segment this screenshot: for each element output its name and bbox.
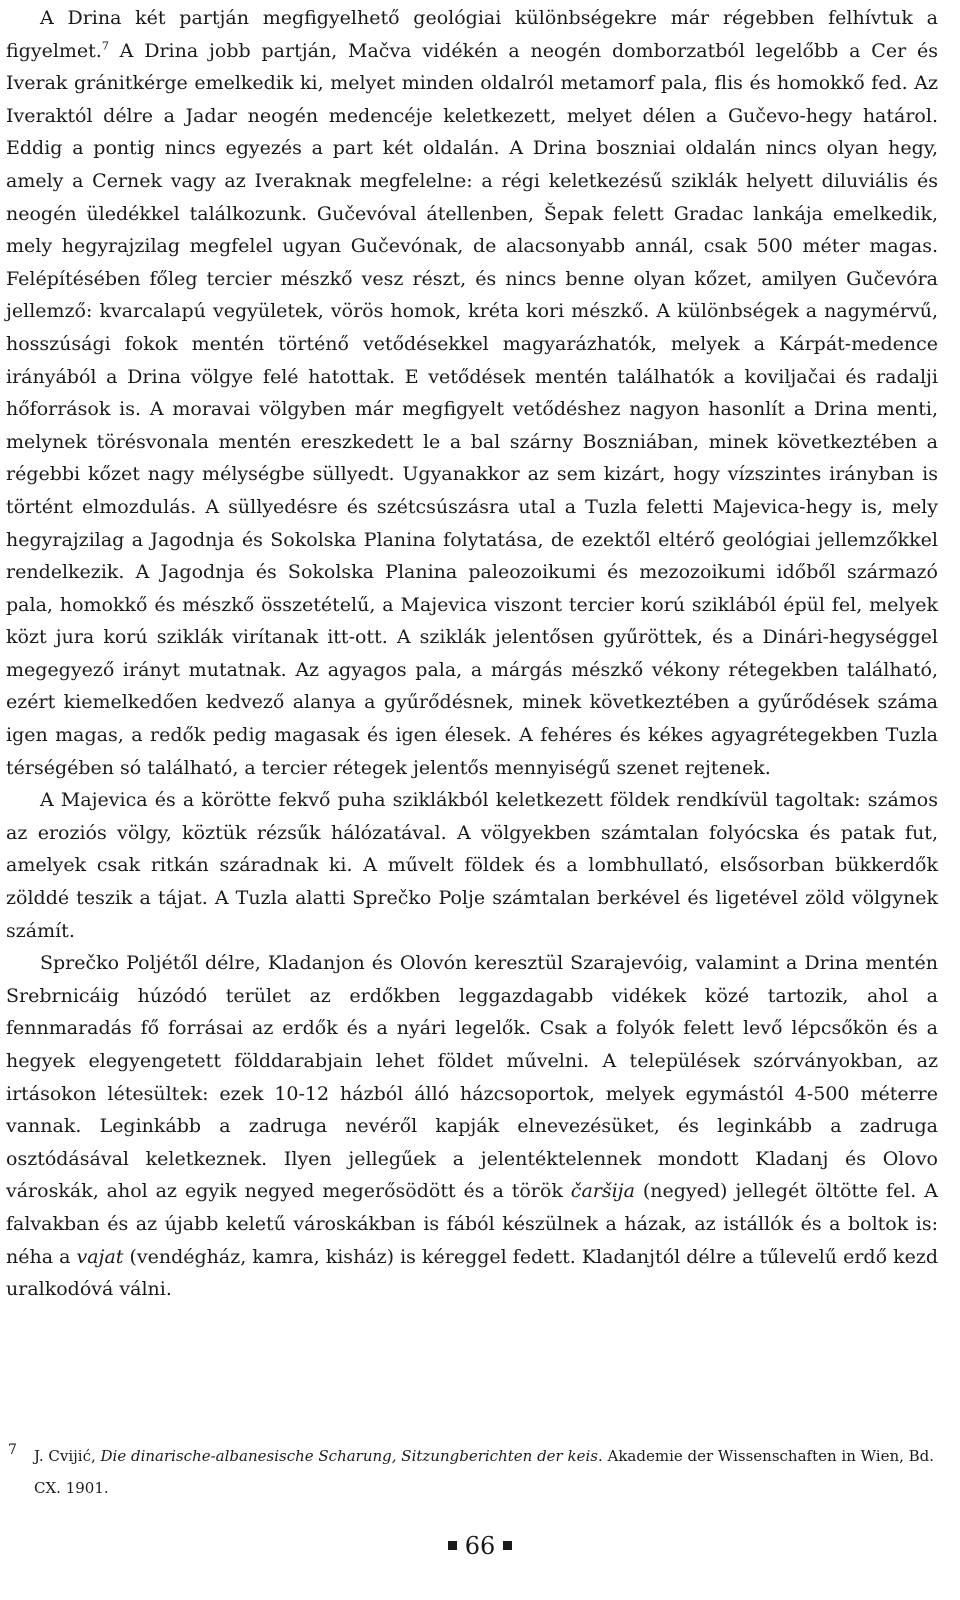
page-number-footer <box>0 1532 960 1560</box>
paragraph-3-part-a: Sprečko Poljétől délre, Kladanjon és Olovón keresztül Szarajevóig, valamint a Drina mentén Srebrnicáig húzódó terület az erdőkben leggazdagabb vidékek közé tartozik, ahol a fennmaradás fő forrásai az erdők és a nyári legelők. Csak a folyók felett levő lépcsőkön és a hegyek elegyengetett földdarabjain lehet földet művelni. A települések szórványokban, az irtásokon létesültek: ezek 10-12 házból álló házcsoportok, melyek egymástól 4-500 méterre vannak. Leginkább a zadruga nevéről kapják elnevezésüket, és leginkább a zadruga osztódásával keletkeznek. Ilyen jellegűek a jelentéktelennek mondott Kladanj és Olovo városkák, ahol az egyik negyed megerősödött és a török <box>6 952 938 1203</box>
paragraph-3-part-b: (negyed) jellegét öltötte fel. A falvakban és az újabb keletű városkákban is fából készülnek a házak, az istállók és a boltok is: néha a <box>6 1180 938 1268</box>
square-bullet-icon <box>503 1541 512 1550</box>
paragraph-3 <box>6 947 938 1306</box>
page-number: 66 <box>464 1532 496 1560</box>
paragraph-1 <box>6 2 938 784</box>
footnote-text <box>34 1440 938 1504</box>
paragraph-1-start: A Drina két partján megfigyelhető geológiai különbségekre már régebben felhívtuk a figyelmet. <box>6 7 938 62</box>
body-text <box>6 2 938 1306</box>
footnote-title: Die dinarische-albanesische Scharung, Sitzungberichten der keis <box>100 1447 598 1465</box>
paragraph-2: A Majevica és a körötte fekvő puha sziklákból keletkezett földek rendkívül tagoltak: számos az eroziós völgy, köztük rézsűk hálózatával. A völgyekben számtalan folyócska és patak fut, amelyek csak ritkán száradnak ki. A művelt földek és a lombhullató, elsősorban bükkerdők zölddé teszik a tájat. A Tuzla alatti Sprečko Polje számtalan berkével és ligetével zöld völgynek számít. <box>6 789 938 942</box>
square-bullet-icon <box>448 1541 457 1550</box>
footnote <box>6 1440 938 1504</box>
paragraph-3-part-c: (vendégház, kamra, kisház) is kéreggel fedett. Kladanjtól délre a tűlevelű erdő kezd uralkodóvá válni. <box>6 1245 938 1301</box>
term-carsija: čaršija <box>570 1180 635 1203</box>
term-vajat: vajat <box>76 1245 124 1268</box>
footnote-number: 7 <box>8 1442 17 1458</box>
paragraph-1-rest: A Drina jobb partján, Mačva vidékén a neogén domborzatból legelőbb a Cer és Iverak gránitkérge emelkedik ki, melyet minden oldalról metamorf pala, flis és homokkő fed. Az Iveraktól délre a Jadar neogén medencéje keletkezett, melyet délen a Gučevo-hegy határol. Eddig a pontig nincs egyezés a part két oldalán. A Drina boszniai oldalán nincs olyan hegy, amely a Cernek vagy az Iveraknak megfelelne: a régi keletkezésű sziklák helyett diluviális és neogén üledékkel találkozunk. Gučevóval átellenben, Šepak felett Gradac lankája emelkedik, mely hegyrajzilag megfelel ugyan Gučevónak, de alacsonyabb annál, csak 500 méter magas. Felépítésében főleg tercier mészkő vesz részt, és nincs benne olyan kőzet, amilyen Gučevóra jellemző: kvarcalapú vegyületek, vörös homok, kréta kori mészkő. A különbségek a nagymérvű, hosszúsági fokok mentén történő vetődésekkel magyarázhatók, melyek a Kárpát-medence irányából a Drina völgye felé hatottak. E vetődések mentén találhatók a koviljačai és radalji hőforrások is. A moravai völgyben már megfigyelt vetődéshez nagyon hasonlít a Drina menti, melynek törésvonala mentén ereszkedett le a bal szárny Boszniában, minek következtében a régebbi kőzet nagy mélységbe süllyedt. Ugyanakkor az sem kizárt, hogy vízszintes irányban is történt elmozdulás. A süllyedésre és szétcsúszásra utal a Tuzla feletti Majevica-hegy is, mely hegyrajzilag a Jagodnja és Sokolska Planina folytatása, de ezektől eltérő geológiai jellemzőkkel rendelkezik. A Jagodnja és Sokolska Planina paleozoikumi és mezozoikumi időből származó pala, homokkő és mészkő összetételű, a Majevica viszont tercier korú sziklából épül fel, melyek közt jura korú sziklák virítanak itt-ott. A sziklák jelentősen gyűröttek, és a Dinári-hegységgel megegyező irányt mutatnak. Az agyagos pala, a márgás mészkő vékony rétegekben található, ezért kiemelkedően kedvező alanya a gyűrődésnek, minek következtében a gyűrődések száma igen magas, a redők pedig magasak és igen élesek. A fehéres és kékes agyagrétegekben Tuzla térségében só található, a tercier rétegek jelentős mennyiségű szenet rejtenek. <box>6 39 938 779</box>
footnote-author: J. Cvijić, <box>34 1447 101 1465</box>
footnote-reference[interactable]: 7 <box>101 39 109 53</box>
footnote-rest: . Akademie der Wissenschaften in Wien, Bd. CX. 1901. <box>34 1447 935 1497</box>
